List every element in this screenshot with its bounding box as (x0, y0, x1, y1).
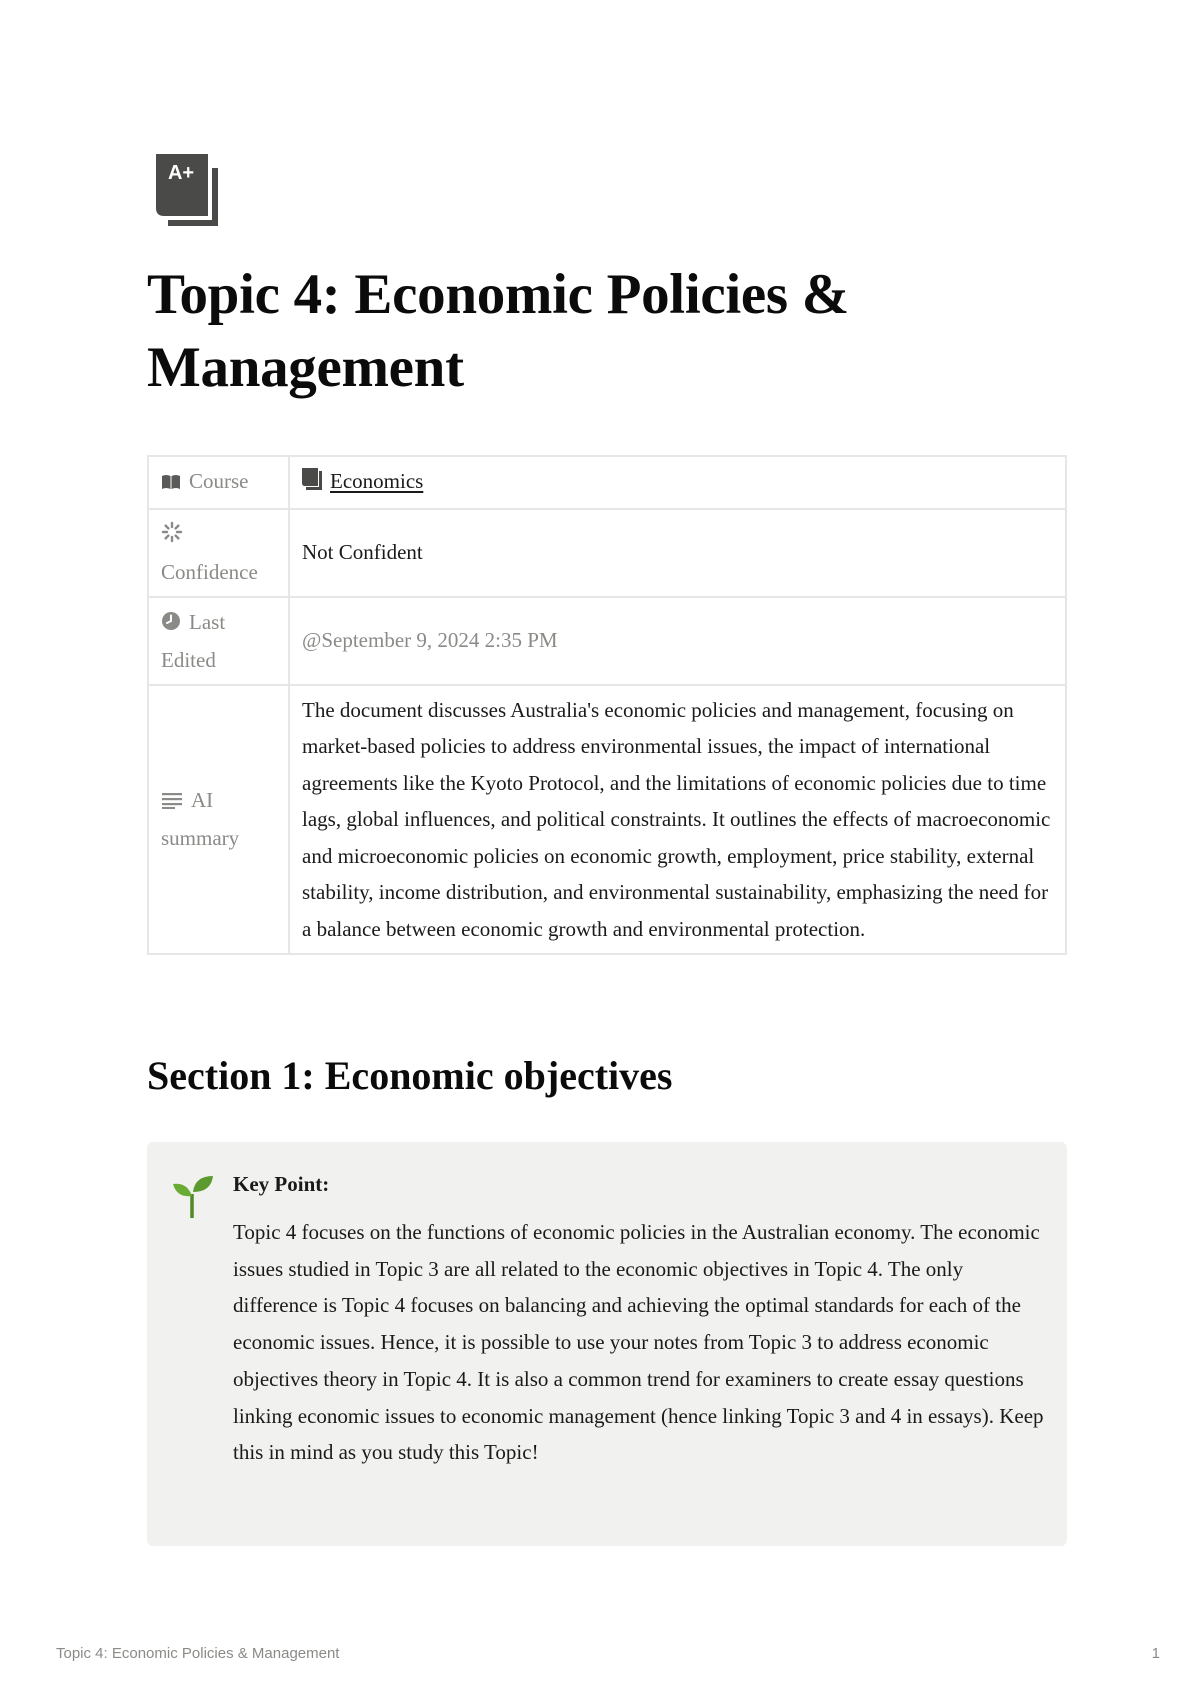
property-key-label: AI summary (161, 788, 240, 851)
property-key-label: Confidence (161, 559, 258, 584)
page-number: 1 (1151, 1645, 1160, 1662)
loading-spinner-icon (161, 518, 183, 554)
callout-text: Topic 4 focuses on the functions of economic policies in the Australian economy. The economic issues studied in Topic 3 are all related to the economic objectives in Topic 4. The only difference is Topic 4 focuses on balancing and achieving the optimal standards for each of the economic issues. Hence, it is possible to use your notes from Topic 3 to address economic objectives theory in Topic 4. It is also a common trend for examiners to create essay questions linking economic issues to economic management (hence linking Topic 3 and 4 in essays). Keep this in mind as you study this Topic! (233, 1220, 1044, 1465)
notebook-icon (302, 465, 322, 502)
property-row-ai-summary (148, 685, 1066, 955)
key-point-callout (147, 1142, 1067, 1546)
footer-title: Topic 4: Economic Policies & Management (56, 1645, 340, 1662)
course-link[interactable]: Economics (330, 469, 424, 493)
property-row-confidence (148, 509, 1066, 597)
property-key-last-edited (148, 597, 289, 685)
property-key-label: Course (189, 469, 249, 494)
seedling-icon (171, 1174, 215, 1218)
property-key-course (148, 456, 289, 509)
property-key-confidence (148, 509, 289, 597)
property-key-label: Last Edited (161, 609, 226, 672)
property-value-confidence: Not Confident (289, 509, 1066, 597)
property-value-ai-summary: The document discusses Australia's economic policies and management, focusing on market-based policies to address environmental issues, the impact of international agreements like the Kyoto Protocol, and the limitations of economic policies due to time lags, global influences, and political constraints. It outlines the effects of macroeconomic and microeconomic policies on economic growth, employment, price stability, external stability, income distribution, and environmental sustainability, emphasizing the need for a balance between economic growth and environmental protection. (289, 685, 1066, 955)
section-heading: Section 1: Economic objectives (147, 1053, 673, 1098)
property-key-ai-summary (148, 685, 289, 955)
property-value-last-edited: @September 9, 2024 2:35 PM (289, 597, 1066, 685)
text-lines-icon (161, 784, 183, 820)
svg-text:A+: A+ (167, 162, 195, 184)
grade-a-plus-icon (156, 154, 222, 226)
property-value-course (289, 456, 1066, 509)
page-title: Topic 4: Economic Policies & Management (147, 263, 849, 399)
property-row-course (148, 456, 1066, 509)
clock-icon (161, 606, 181, 642)
properties-table (147, 455, 1067, 955)
callout-title: Key Point: (233, 1172, 330, 1196)
callout-body (233, 1166, 1053, 1471)
book-icon (161, 465, 181, 501)
property-row-last-edited (148, 597, 1066, 685)
